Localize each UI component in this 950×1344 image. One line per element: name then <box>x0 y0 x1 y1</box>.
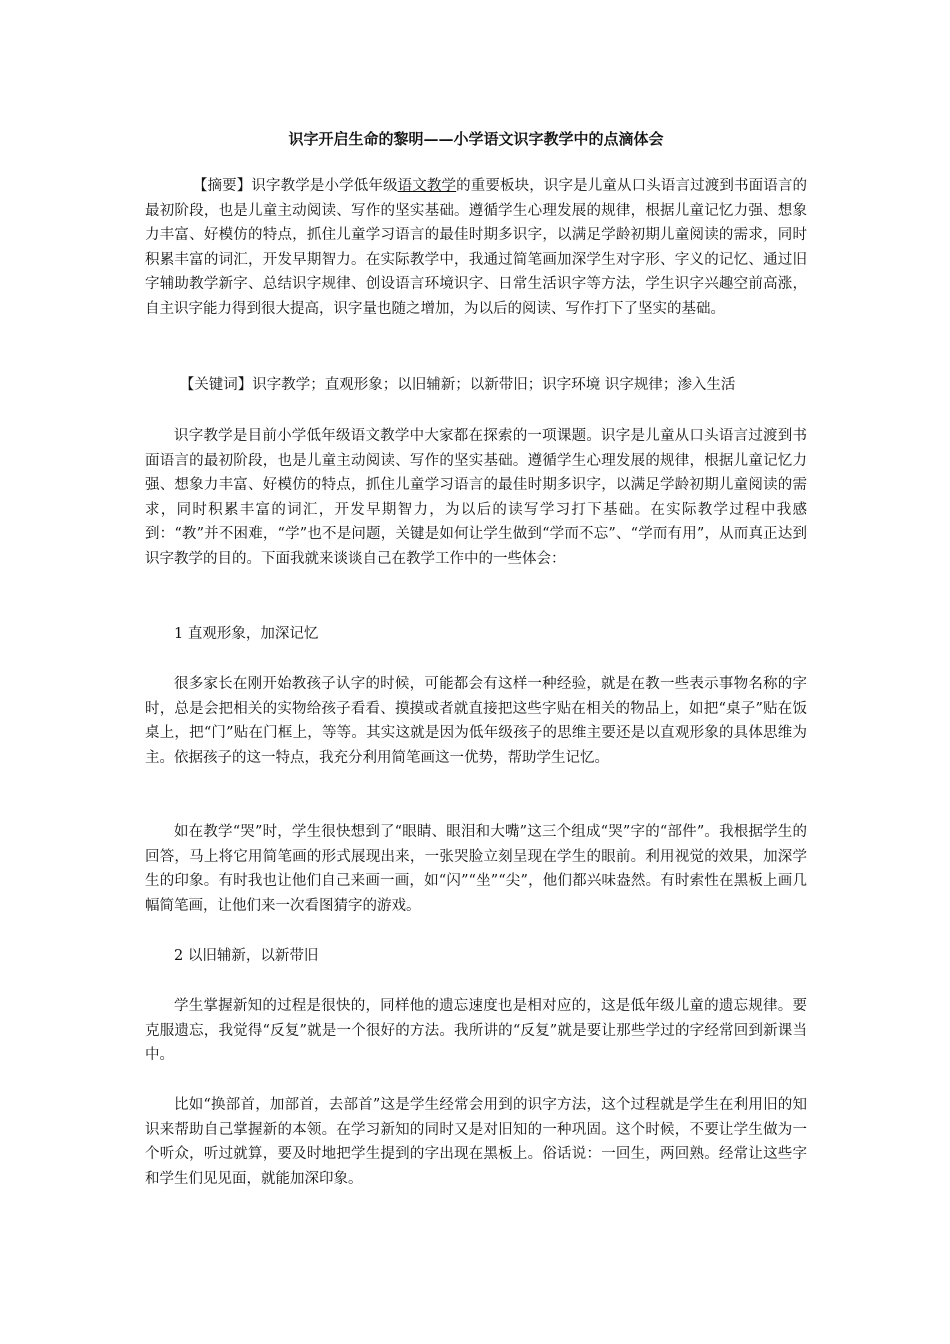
section2-paragraph-1: 学生掌握新知的过程是很快的，同样他的遗忘速度也是相对应的，这是低年级儿童的遗忘规律。要克服遗忘，我觉得“反复”就是一个很好的方法。我所讲的“反复”就是要让那些学过的字经常回到新课当中。 <box>145 998 807 1064</box>
section1-paragraph-2: 如在教学“哭”时，学生很快想到了“眼睛、眼泪和大嘴”这三个组成“哭”字的“部件”。我根据学生的回答，马上将它用简笔画的形式展现出来，一张哭脸立刻呈现在学生的眼前。利用视觉的效果，加深学生的印象。有时我也让他们自己来画一画，如“闪”“坐”“尖”，他们都兴味盎然。有时索性在黑板上画几幅简笔画，让他们来一次看图猜字的游戏。 <box>145 824 807 914</box>
abstract-label: 【摘要】 <box>192 178 252 194</box>
abstract-link[interactable]: 语文教学 <box>397 178 457 194</box>
section1-heading: 1 直观形象，加深记忆 <box>174 626 319 642</box>
section2-paragraph-2: 比如“换部首，加部首，去部首”这是学生经常会用到的识字方法，这个过程就是学生在利用旧的知识来帮助自己掌握新的本领。在学习新知的同时又是对旧知的一种巩固。这个时候，不要让学生做为一个听众，听过就算，要及时地把学生提到的字出现在黑板上。俗话说：一回生，两回熟。经常让这些字和学生们见见面，就能加深印象。 <box>145 1097 807 1187</box>
abstract-text-rest: 的重要板块，识字是儿童从口头语言过渡到书面语言的最初阶段，也是儿童主动阅读、写作的坚实基础。遵循学生心理发展的规律，根据儿童记忆力强、想象力丰富、好模仿的特点，抓住儿童学习语言的最佳时期多识字，以满足学龄初期儿童阅读的需求，同时积累丰富的词汇，开发早期智力。在实际教学中，我通过简笔画加深学生对字形、字义的记忆、通过旧字辅助教学新字、总结识字规律、创设语言环境识字、日常生活识字等方法，学生识字兴趣空前高涨，自主识字能力得到很大提高，识字量也随之增加，为以后的阅读、写作打下了坚实的基础。 <box>145 178 808 317</box>
intro-paragraph: 识字教学是目前小学低年级语文教学中大家都在探索的一项课题。识字是儿童从口头语言过渡到书面语言的最初阶段，也是儿童主动阅读、写作的坚实基础。遵循学生心理发展的规律，根据儿童记忆力强、想象力丰富、好模仿的特点，抓住儿童学习语言的最佳时期多识字，以满足学龄初期儿童阅读的需求，同时积累丰富的词汇，开发早期智力，为以后的读写学习打下基础。在实际教学过程中我感到：“教”并不困难，“学”也不是问题，关键是如何让学生做到“学而不忘”、“学而有用”，从而真正达到识字教学的目的。下面我就来谈谈自己在教学工作中的一些体会： <box>145 428 807 567</box>
abstract-text-start: 识字教学是小学低年级 <box>251 178 398 194</box>
keywords-line: 【关键词】识字教学；直观形象；以旧辅新；以新带旧；识字环境 识字规律；渗入生活 <box>179 377 736 393</box>
abstract-paragraph <box>145 174 807 322</box>
section1-paragraph-1: 很多家长在刚开始教孩子认字的时候，可能都会有这样一种经验，就是在教一些表示事物名称的字时，总是会把相关的实物给孩子看看、摸摸或者就直接把这些字贴在相关的物品上，如把“桌子”贴在饭桌上，把“门”贴在门框上，等等。其实这就是因为低年级孩子的思维主要还是以直观形象的具体思维为主。依据孩子的这一特点，我充分利用简笔画这一优势，帮助学生记忆。 <box>145 676 807 766</box>
section2-heading: 2 以旧辅新，以新带旧 <box>174 948 319 964</box>
document-title: 识字开启生命的黎明——小学语文识字教学中的点滴体会 <box>288 130 664 148</box>
